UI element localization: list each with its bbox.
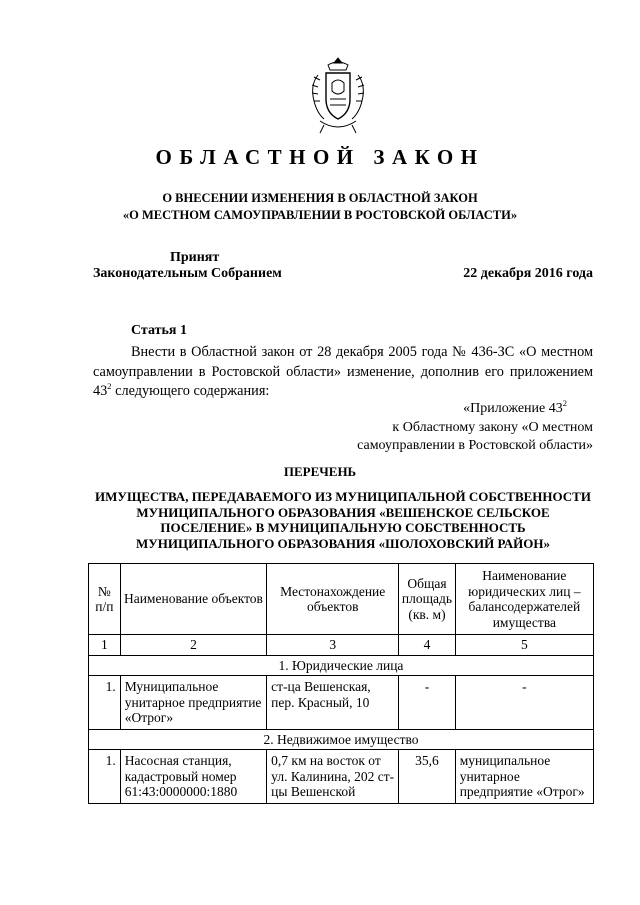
list-title-line-2: МУНИЦИПАЛЬНОГО ОБРАЗОВАНИЯ «ВЕШЕНСКОЕ СЕЛЬСКОЕ [136,504,550,520]
article-text-part-1: Внести в Областной закон от 28 декабря 2005 года № 436-ЗС «О местном самоуправлении в Ростовской области» изменение, дополнив его приложением 43 [93,344,593,399]
header-number: № п/п [89,564,121,635]
adopted-label: Принят [170,250,220,265]
row-object-name: Насосная станция, кадастровый номер 61:43:0000000:1880 [120,750,266,804]
table-section-row [89,655,594,676]
coat-of-arms-emblem-icon [306,55,370,135]
column-number: 1 [89,635,121,656]
article-heading: Статья 1 [131,323,187,338]
table-column-numbers-row [89,635,594,656]
article-text [93,343,593,402]
subtitle-line-2: «О МЕСТНОМ САМОУПРАВЛЕНИИ В РОСТОВСКОЙ ОБЛАСТИ» [122,208,518,222]
list-title-line-3: ПОСЕЛЕНИЕ» В МУНИЦИПАЛЬНУЮ СОБСТВЕННОСТЬ [160,520,526,535]
table-section-row [89,729,594,750]
list-title-line-1: ИМУЩЕСТВА, ПЕРЕДАВАЕМОГО ИЗ МУНИЦИПАЛЬНОЙ СОБСТВЕННОСТИ [95,489,591,504]
appendix-line-1-text: «Приложение 43 [463,401,563,416]
article-text-superscript: 2 [107,381,112,391]
header-area: Общая площадь (кв. м) [399,564,455,635]
section-legal-entities: 1. Юридические лица [89,655,594,676]
law-subtitle [0,190,640,224]
list-heading: ПЕРЕЧЕНЬ [283,464,357,479]
row-location: ст-ца Вешенская, пер. Красный, 10 [267,676,399,730]
column-number: 2 [120,635,266,656]
row-number: 1. [89,750,121,804]
row-area: 35,6 [399,750,455,804]
appendix-line-1 [300,400,593,419]
table-row [89,676,594,730]
adopted-by: Законодательным Собранием [93,266,282,281]
table-header-row [89,564,594,635]
list-title [93,489,593,551]
subtitle-line-1: О ВНЕСЕНИИ ИЗМЕНЕНИЯ В ОБЛАСТНОЙ ЗАКОН [162,191,478,205]
appendix-line-3: самоуправлении в Ростовской области» [357,438,593,453]
header-object-name: Наименование объектов [120,564,266,635]
row-number: 1. [89,676,121,730]
law-title: ОБЛАСТНОЙ ЗАКОН [155,145,485,169]
row-location: 0,7 км на восток от ул. Калинина, 202 ст-цы Вешенской [267,750,399,804]
list-title-line-4: МУНИЦИПАЛЬНОГО ОБРАЗОВАНИЯ «ШОЛОХОВСКИЙ РАЙОН» [135,535,551,551]
row-balance-holder: - [455,676,593,730]
row-object-name: Муниципальное унитарное предприятие «Отрог» [120,676,266,730]
header-balance-holder: Наименование юридических лиц – балансодержателей имущества [455,564,593,635]
column-number: 4 [399,635,455,656]
column-number: 5 [455,635,593,656]
column-number: 3 [267,635,399,656]
appendix-superscript: 2 [562,398,567,408]
row-area: - [399,676,455,730]
header-location: Местонахождение объектов [267,564,399,635]
appendix-line-2: к Областному закону «О местном [392,419,593,435]
appendix-caption [300,400,593,456]
row-balance-holder: муниципальное унитарное предприятие «Отрог» [455,750,593,804]
table-row [89,750,594,804]
adopted-date: 22 декабря 2016 года [463,266,593,281]
article-text-part-2: следующего содержания: [111,383,270,399]
property-table [88,563,594,804]
section-real-estate: 2. Недвижимое имущество [89,729,594,750]
